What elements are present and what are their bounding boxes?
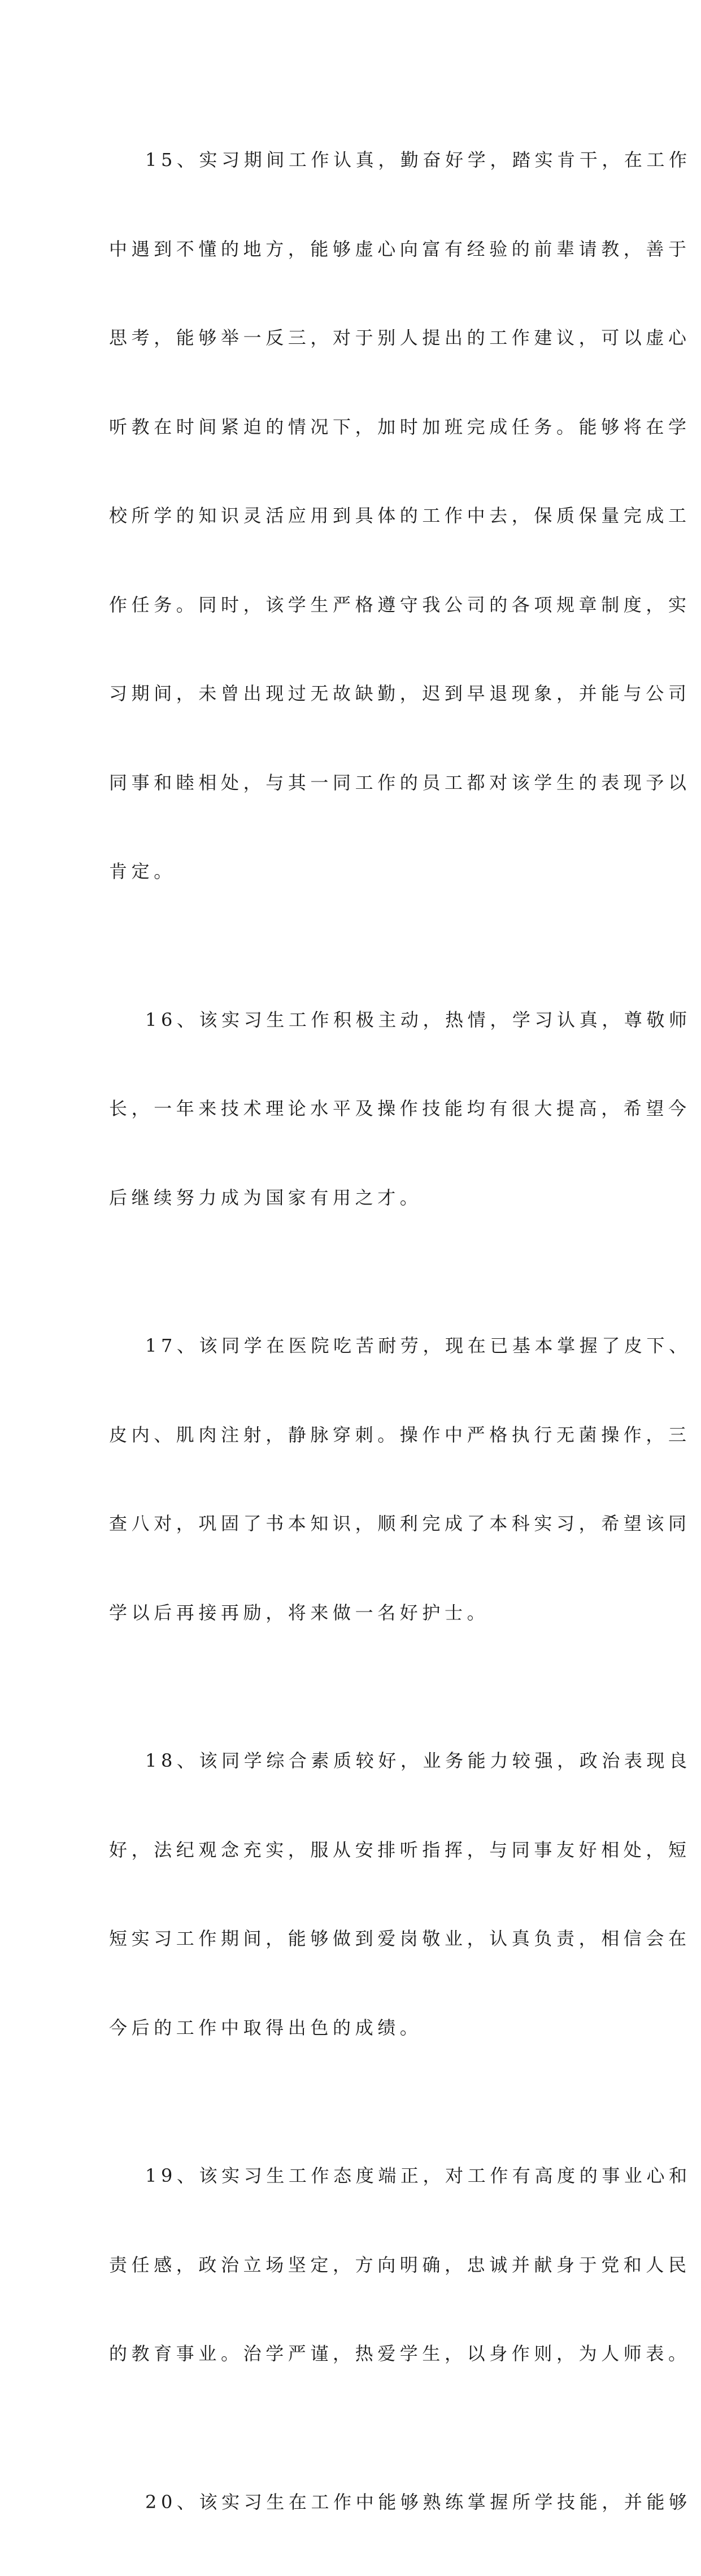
text-line: 学以后再接再励，将来做一名好护士。 bbox=[109, 1598, 595, 1628]
paragraph-17 bbox=[109, 1272, 595, 1687]
text-line: 长，一年来技术理论水平及操作技能均有很大提高，希望今 bbox=[109, 1094, 595, 1124]
text-line: 皮内、肌肉注射，静脉穿刺。操作中严格执行无菌操作，三 bbox=[109, 1420, 595, 1450]
paragraph-15 bbox=[109, 86, 595, 946]
text-line: 15、实习期间工作认真，勤奋好学，踏实肯干，在工作 bbox=[109, 145, 595, 175]
text-line: 后继续努力成为国家有用之才。 bbox=[109, 1183, 595, 1213]
text-line: 校所学的知识灵活应用到具体的工作中去，保质保量完成工 bbox=[109, 501, 595, 531]
text-line: 责任感，政治立场坚定，方向明确，忠诚并献身于党和人民 bbox=[109, 2250, 595, 2280]
text-line: 20、该实习生在工作中能够熟练掌握所学技能，并能够 bbox=[109, 2487, 595, 2517]
paragraph-20 bbox=[109, 2428, 595, 2576]
text-line: 肯定。 bbox=[109, 857, 595, 887]
paragraph-18 bbox=[109, 1687, 595, 2102]
text-line: 16、该实习生工作积极主动，热情，学习认真，尊敬师 bbox=[109, 1005, 595, 1035]
document-body bbox=[109, 86, 595, 2576]
text-line: 同事和睦相处，与其一同工作的员工都对该学生的表现予以 bbox=[109, 768, 595, 798]
text-line: 短实习工作期间，能够做到爱岗敬业，认真负责，相信会在 bbox=[109, 1924, 595, 1954]
text-line: 作任务。同时，该学生严格遵守我公司的各项规章制度，实 bbox=[109, 590, 595, 620]
text-line: 今后的工作中取得出色的成绩。 bbox=[109, 2013, 595, 2043]
text-line: 19、该实习生工作态度端正，对工作有高度的事业心和 bbox=[109, 2161, 595, 2191]
paragraph-19 bbox=[109, 2102, 595, 2428]
text-line: 17、该同学在医院吃苦耐劳，现在已基本掌握了皮下、 bbox=[109, 1331, 595, 1361]
text-line: 查八对，巩固了书本知识，顺利完成了本科实习，希望该同 bbox=[109, 1509, 595, 1539]
text-line: 的教育事业。治学严谨，热爱学生，以身作则，为人师表。 bbox=[109, 2339, 595, 2369]
paragraph-16 bbox=[109, 946, 595, 1272]
text-line: 18、该同学综合素质较好，业务能力较强，政治表现良 bbox=[109, 1746, 595, 1776]
text-line: 听教在时间紧迫的情况下，加时加班完成任务。能够将在学 bbox=[109, 412, 595, 442]
text-line: 好，法纪观念充实，服从安排听指挥，与同事友好相处，短 bbox=[109, 1835, 595, 1865]
text-line: 思考，能够举一反三，对于别人提出的工作建议，可以虚心 bbox=[109, 323, 595, 353]
document-page bbox=[0, 0, 701, 990]
text-line: 中遇到不懂的地方，能够虚心向富有经验的前辈请教，善于 bbox=[109, 234, 595, 264]
text-line: 习期间，未曾出现过无故缺勤，迟到早退现象，并能与公司 bbox=[109, 679, 595, 709]
